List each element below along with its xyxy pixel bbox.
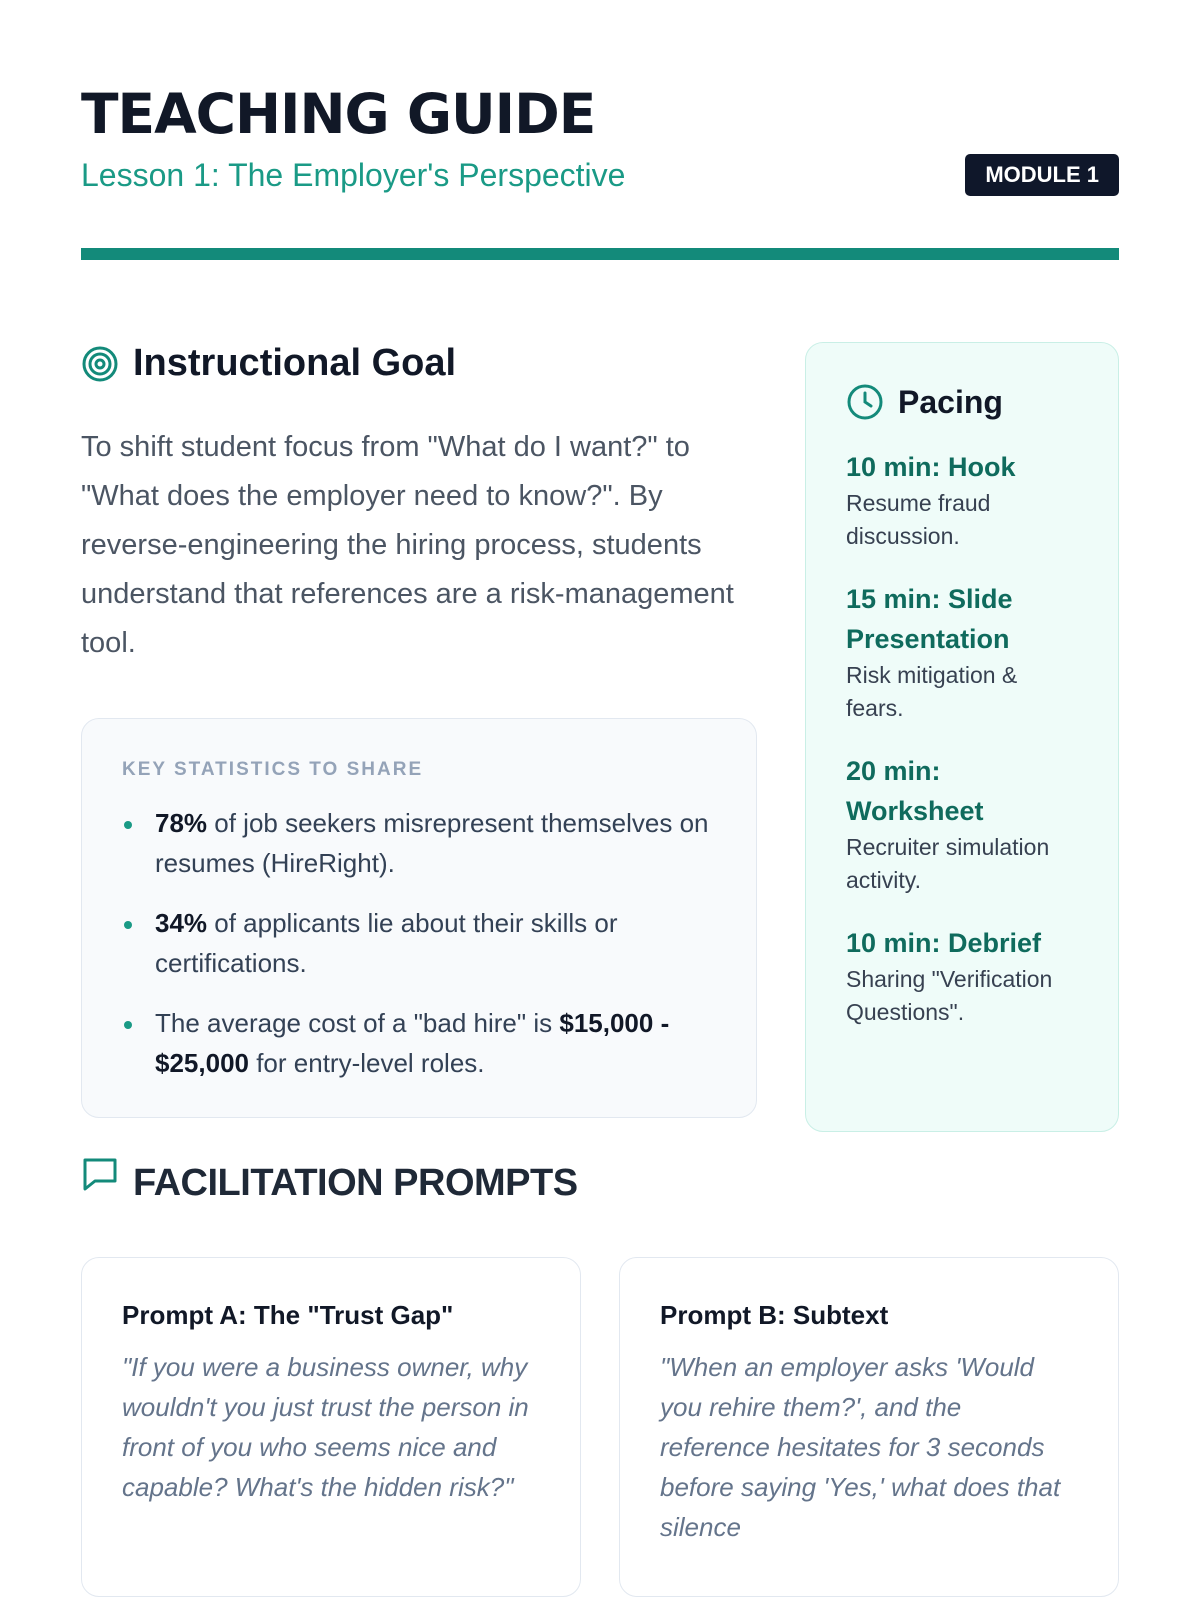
facilitation-heading-row (81, 1142, 1119, 1205)
stat-value: $15,000 - $25,000 (155, 1008, 670, 1078)
pacing-item-desc: Sharing "Verification Questions". (846, 966, 1053, 1025)
pacing-item (846, 579, 1078, 725)
stat-text-pre: The average cost of a "bad hire" is (155, 1008, 560, 1038)
pacing-item-desc: Risk mitigation & fears. (846, 662, 1018, 721)
module-badge: MODULE 1 (965, 154, 1119, 196)
prompt-cards (81, 1257, 1119, 1597)
pacing-heading: Pacing (898, 383, 1003, 420)
pacing-item (846, 751, 1078, 897)
facilitation-section (81, 1142, 1119, 1597)
clock-icon (846, 383, 884, 421)
stats-label: KEY STATISTICS TO SHARE (122, 759, 424, 780)
goal-section (81, 342, 757, 1118)
page-title: TEACHING GUIDE (81, 82, 596, 146)
header-divider (81, 248, 1119, 260)
pacing-item (846, 923, 1078, 1029)
pacing-item-title: 20 min: Worksheet (846, 756, 984, 826)
prompt-quote: "When an employer asks 'Would you rehire them?', and the reference hesitates for 3 seconds before saying 'Yes,' what does that silence (660, 1352, 1061, 1542)
stat-value: 34% (155, 908, 208, 938)
pacing-panel (805, 342, 1119, 1132)
pacing-item-title: 15 min: Slide Presentation (846, 584, 1013, 654)
target-icon (81, 345, 119, 383)
pacing-item (846, 447, 1078, 553)
list-item (122, 803, 716, 883)
pacing-item-desc: Resume fraud discussion. (846, 490, 991, 549)
lesson-subtitle: Lesson 1: The Employer's Perspective (81, 156, 626, 193)
stat-value: 78% (155, 808, 208, 838)
prompt-title: Prompt A: The "Trust Gap" (122, 1300, 454, 1330)
prompt-card (81, 1257, 581, 1597)
facilitation-heading: FACILITATION PROMPTS (133, 1162, 578, 1204)
goal-heading-row (81, 342, 757, 385)
list-item (122, 903, 716, 983)
prompt-card (619, 1257, 1119, 1597)
pacing-item-title: 10 min: Debrief (846, 928, 1042, 958)
goal-text: To shift student focus from "What do I want?" to "What does the employer need to know?". By reverse-engineering the hiring process, students understand that references are a risk-management tool. (81, 431, 734, 659)
pacing-item-title: 10 min: Hook (846, 452, 1016, 482)
chat-bubble-icon (81, 1155, 119, 1193)
key-statistics-box (81, 718, 757, 1118)
list-item (122, 1003, 716, 1083)
pacing-heading-row (846, 383, 1078, 421)
stat-text: for entry-level roles. (248, 1048, 485, 1078)
pacing-item-desc: Recruiter simulation activity. (846, 834, 1050, 893)
goal-heading: Instructional Goal (133, 342, 457, 384)
main-row (81, 262, 1119, 1142)
stat-text: of applicants lie about their skills or certifications. (155, 908, 618, 978)
prompt-quote: "If you were a business owner, why wouldn't you just trust the person in front of you who seems nice and capable? What's the hidden risk?" (122, 1352, 529, 1502)
stats-list (122, 803, 716, 1083)
stat-text: of job seekers misrepresent themselves on resumes (HireRight). (155, 808, 709, 878)
page-header (81, 0, 1119, 262)
prompt-title: Prompt B: Subtext (660, 1300, 889, 1330)
